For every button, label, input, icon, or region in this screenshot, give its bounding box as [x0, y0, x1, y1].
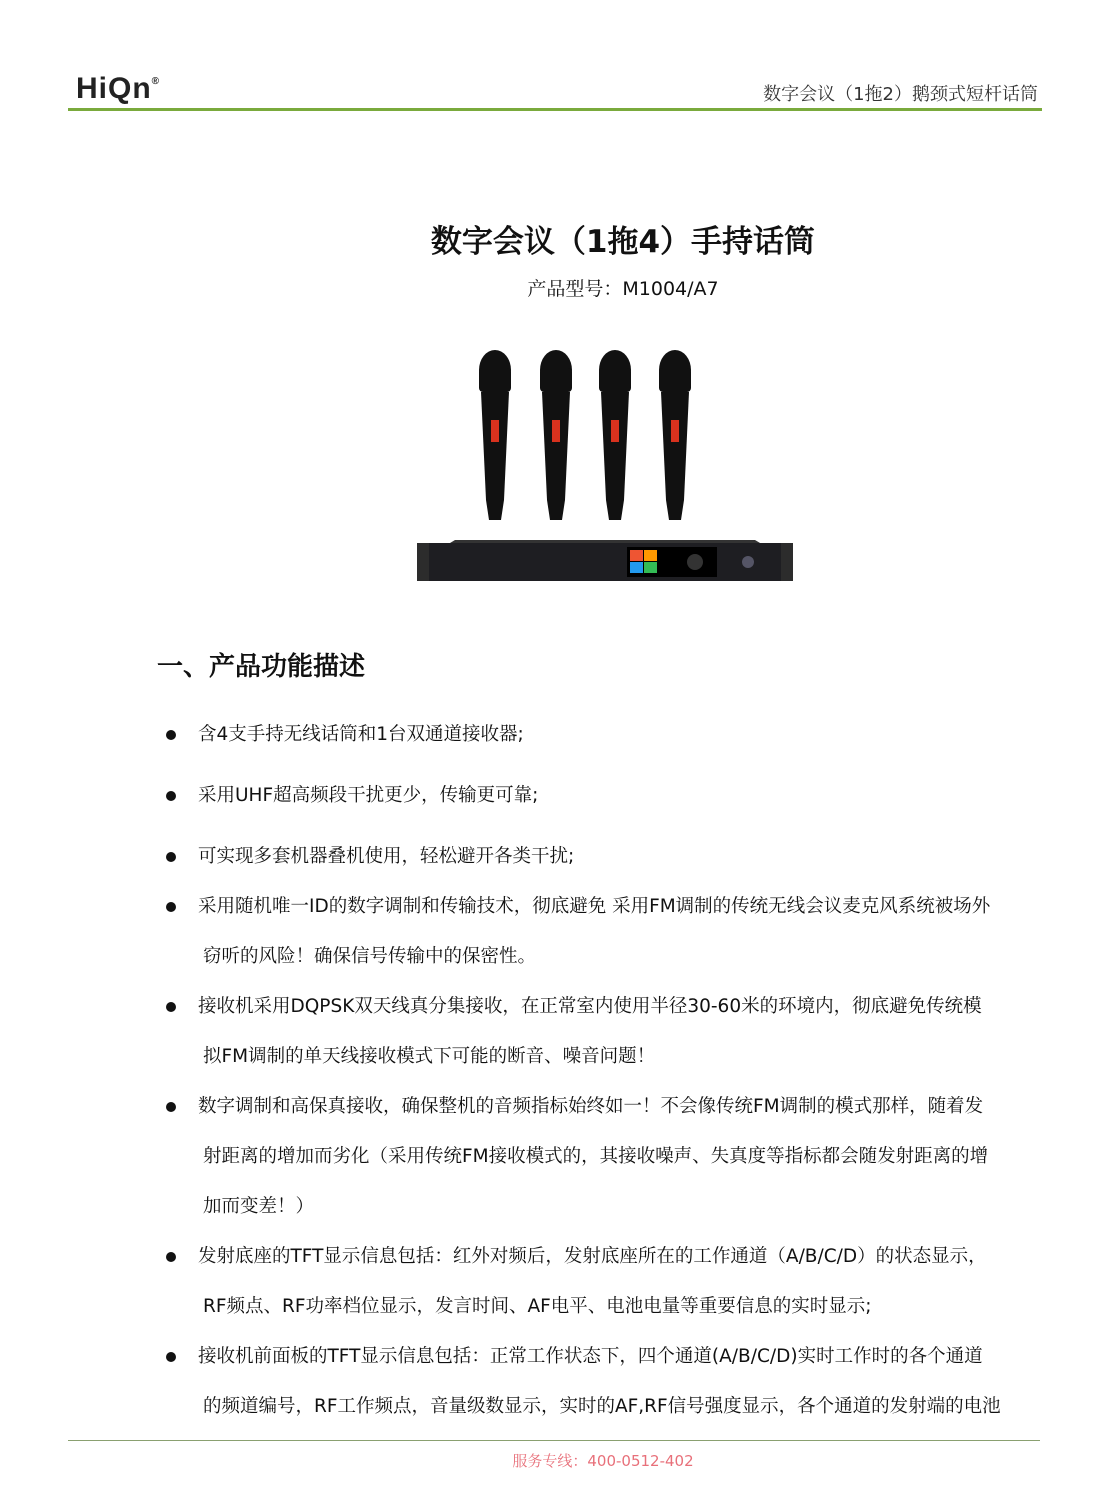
list-item: [162, 1082, 1001, 1232]
item-text: 拟FM调制的单天线接收模式下可能的断音、噪音问题！: [203, 1046, 656, 1067]
list-item: [162, 771, 1001, 821]
item-text: 射距离的增加而劣化（采用传统FM接收模式的，其接收噪声、失真度等指标都会随发射距离的增: [203, 1146, 989, 1167]
item-text: 采用UHF超高频段干扰更少，传输更可靠;: [198, 785, 539, 806]
bullet-icon: [166, 1252, 176, 1262]
item-text: 的频道编号，RF工作频点，音量级数显示，实时的AF,RF信号强度显示，各个通道的发射端的电池: [203, 1396, 1001, 1417]
item-text: RF频点、RF功率档位显示，发言时间、AF电平、电池电量等重要信息的实时显示;: [203, 1296, 872, 1317]
receiver-icon: [417, 540, 793, 581]
section-heading: 一、产品功能描述: [157, 652, 366, 682]
bullet-icon: [166, 1002, 176, 1012]
header-title: 数字会议（1拖2）鹅颈式短杆话筒: [763, 84, 1038, 105]
item-text: 数字调制和高保真接收，确保整机的音频指标始终如一！不会像传统FM调制的模式那样，随着发: [198, 1096, 984, 1117]
feature-list: [162, 710, 1001, 1432]
item-text: 窃听的风险！确保信号传输中的保密性。: [203, 946, 537, 967]
list-item: [162, 1232, 1001, 1332]
product-image: [415, 340, 795, 589]
microphone-icon: [540, 350, 572, 520]
microphone-icon: [479, 350, 511, 520]
item-text: 接收机采用DQPSK双天线真分集接收，在正常室内使用半径30-60米的环境内，彻底避免传统模: [198, 996, 982, 1017]
bullet-icon: [166, 1352, 176, 1362]
product-model: 产品型号：M1004/A7: [527, 278, 719, 300]
item-text: 可实现多套机器叠机使用，轻松避开各类干扰;: [198, 846, 575, 867]
bullet-icon: [166, 902, 176, 912]
item-text: 发射底座的TFT显示信息包括：红外对频后，发射底座所在的工作通道（A/B/C/D）的状态显示，: [198, 1246, 987, 1267]
microphone-icon: [659, 350, 691, 520]
footer-divider: [68, 1440, 1040, 1441]
page-title: 数字会议（1拖4）手持话筒: [430, 224, 816, 260]
microphone-icon: [599, 350, 631, 520]
logo: HiQn®: [76, 72, 161, 105]
item-text: 加而变差！）: [203, 1196, 315, 1217]
list-item: [162, 710, 1001, 760]
footer-hotline: 服务专线：400-0512-402: [512, 1452, 694, 1470]
item-text: 采用随机唯一ID的数字调制和传输技术，彻底避免 采用FM调制的传统无线会议麦克风系统被场外: [198, 896, 991, 917]
item-text: 接收机前面板的TFT显示信息包括：正常工作状态下，四个通道(A/B/C/D)实时工作时的各个通道: [198, 1346, 983, 1367]
bullet-icon: [166, 730, 176, 740]
list-item: [162, 982, 1001, 1082]
bullet-icon: [166, 791, 176, 801]
bullet-icon: [166, 1102, 176, 1112]
list-item: [162, 882, 1001, 982]
item-text: 含4支手持无线话筒和1台双通道接收器;: [198, 724, 524, 745]
header-divider: [68, 108, 1042, 111]
list-item: [162, 1332, 1001, 1432]
bullet-icon: [166, 852, 176, 862]
list-item: [162, 832, 1001, 882]
